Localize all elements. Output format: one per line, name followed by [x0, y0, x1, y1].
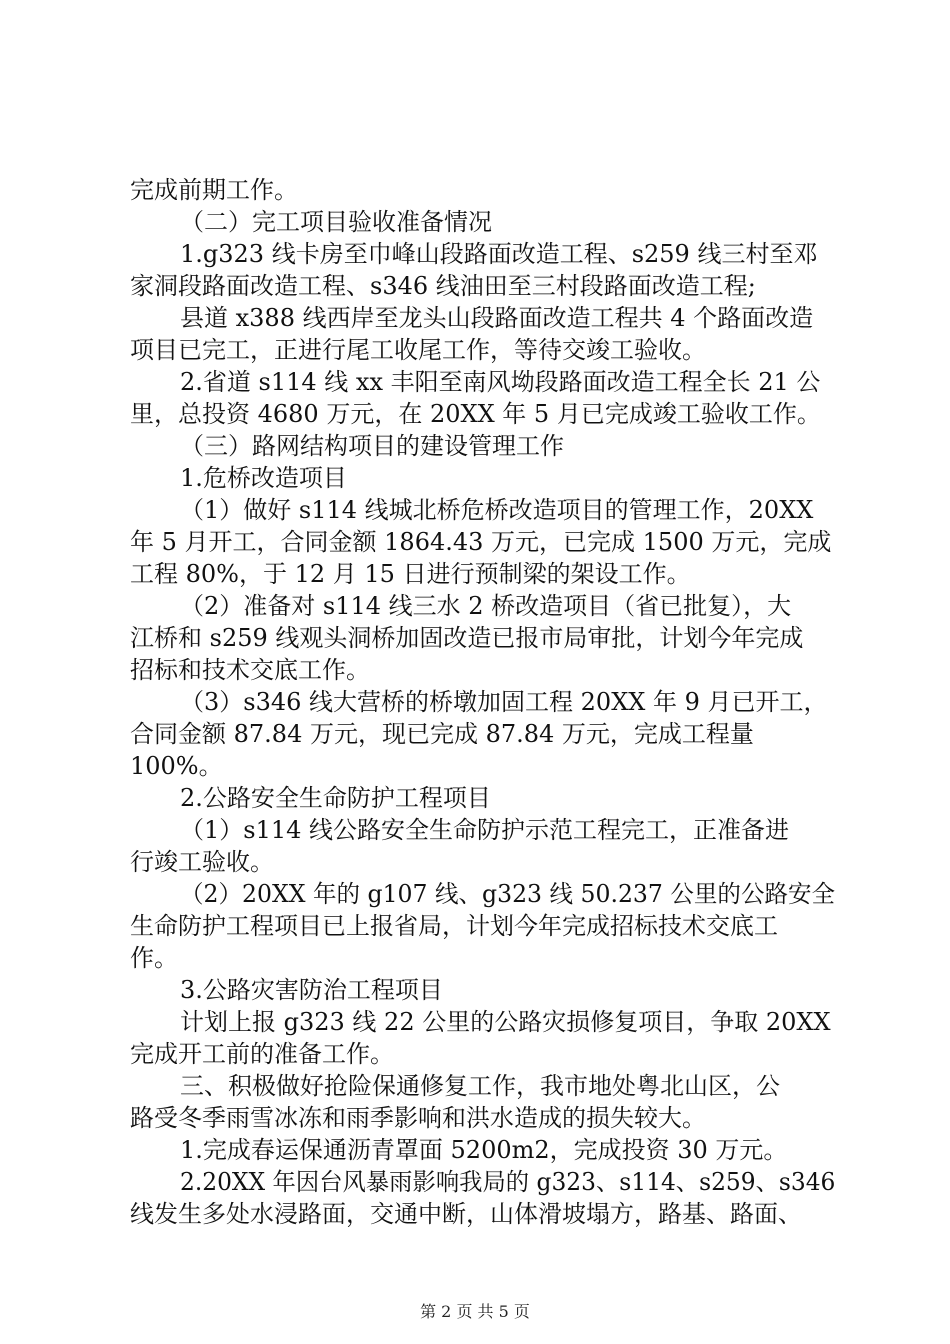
text-line: 1.g323 线卡房至巾峰山段路面改造工程、s259 线三村至邓 — [180, 240, 818, 268]
text-line: 3.公路灾害防治工程项目 — [180, 976, 443, 1004]
text-line: 合同金额 87.84 万元，现已完成 87.84 万元，完成工程量 — [130, 720, 754, 748]
text-line: （2）20XX 年的 g107 线、g323 线 50.237 公里的公路安全 — [180, 880, 836, 908]
text-line: （2）准备对 s114 线三水 2 桥改造项目（省已批复），大 — [180, 592, 792, 620]
text-line: 家洞段路面改造工程、s346 线油田至三村段路面改造工程; — [130, 272, 756, 300]
text-line: 完成前期工作。 — [130, 176, 298, 204]
text-line: （三）路网结构项目的建设管理工作 — [180, 432, 564, 460]
text-line: 里，总投资 4680 万元，在 20XX 年 5 月已完成竣工验收工作。 — [130, 400, 821, 428]
text-line: 项目已完工，正进行尾工收尾工作，等待交竣工验收。 — [130, 336, 706, 364]
text-line: 线发生多处水浸路面，交通中断，山体滑坡塌方，路基、路面、 — [130, 1200, 802, 1228]
text-line: 2.公路安全生命防护工程项目 — [180, 784, 491, 812]
text-line: 100%。 — [130, 752, 223, 780]
text-line: 县道 x388 线西岸至龙头山段路面改造工程共 4 个路面改造 — [180, 304, 814, 332]
text-line: 2.20XX 年因台风暴雨影响我局的 g323、s114、s259、s346 — [180, 1168, 836, 1196]
text-line: 计划上报 g323 线 22 公里的公路灾损修复项目，争取 20XX — [180, 1008, 831, 1036]
text-line: 工程 80%，于 12 月 15 日进行预制梁的架设工作。 — [130, 560, 691, 588]
text-line: 1.危桥改造项目 — [180, 464, 347, 492]
text-line: 路受冬季雨雪冰冻和雨季影响和洪水造成的损失较大。 — [130, 1104, 706, 1132]
text-line: 作。 — [130, 944, 178, 972]
text-line: 招标和技术交底工作。 — [130, 656, 370, 684]
text-line: 完成开工前的准备工作。 — [130, 1040, 394, 1068]
text-line: 年 5 月开工，合同金额 1864.43 万元，已完成 1500 万元，完成 — [130, 528, 832, 556]
text-line: （二）完工项目验收准备情况 — [180, 208, 492, 236]
text-line: 生命防护工程项目已上报省局，计划今年完成招标技术交底工 — [130, 912, 778, 940]
text-line: 行竣工验收。 — [130, 848, 274, 876]
text-line: （1）做好 s114 线城北桥危桥改造项目的管理工作，20XX — [180, 496, 814, 524]
text-line: 三、积极做好抢险保通修复工作，我市地处粤北山区，公 — [180, 1072, 780, 1100]
text-line: （3）s346 线大营桥的桥墩加固工程 20XX 年 9 月已开工， — [180, 688, 828, 716]
text-line: 2.省道 s114 线 xx 丰阳至南风坳段路面改造工程全长 21 公 — [180, 368, 821, 396]
page-footer: 第 2 页 共 5 页 — [420, 1302, 530, 1321]
text-line: （1）s114 线公路安全生命防护示范工程完工，正准备进 — [180, 816, 790, 844]
text-line: 江桥和 s259 线观头洞桥加固改造已报市局审批，计划今年完成 — [130, 624, 804, 652]
text-line: 1.完成春运保通沥青罩面 5200m2，完成投资 30 万元。 — [180, 1136, 788, 1164]
